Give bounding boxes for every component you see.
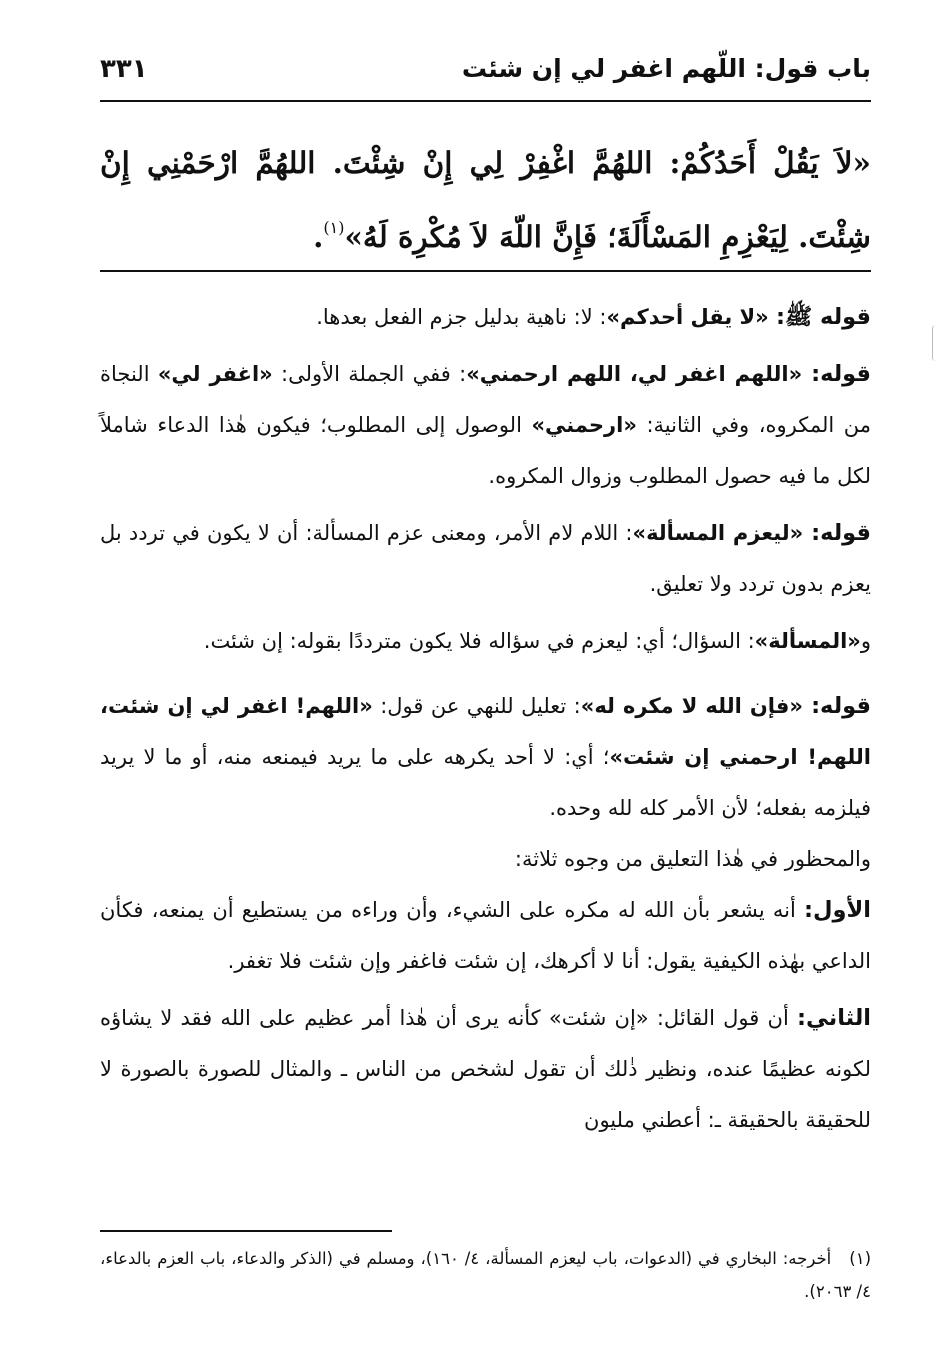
paragraph-text: والمحظور في هٰذا التعليق من وجوه ثلاثة: <box>514 847 871 871</box>
paragraph-prefix: و <box>860 629 871 653</box>
commentary <box>100 292 871 1146</box>
quoted-phrase: «اللهم اغفر لي، اللهم ارحمني» <box>466 362 812 386</box>
paragraph-text: : اللام لام الأمر، ومعنى عزم المسألة: أن لا يكون في تردد بل يعزم بدون تردد ولا تعليق. <box>100 521 871 596</box>
paragraph-text: أنه يشعر بأن الله له مكره على الشيء، وأن وراءه من يستطيع أن يمنعه، فكأن الداعي بهٰذه الكيفية يقول: أنا لا أكرهك، إن شئت فاغفر وإن شئت فلا تغفر. <box>100 898 871 973</box>
paragraph-lead: قوله: <box>811 520 872 546</box>
commentary-paragraph-1 <box>100 292 871 343</box>
paragraph-lead: قوله: <box>811 693 871 719</box>
hadith-text <box>100 126 871 274</box>
commentary-paragraph-7 <box>100 885 871 987</box>
margin-scan-mark <box>932 325 939 361</box>
quoted-phrase: «فإن الله لا مكره له» <box>580 694 812 718</box>
paragraph-text: : تعليل للنهي عن قول: <box>372 694 581 718</box>
paragraph-text: كأنه يرى أن هٰذا أمر عظيم على الله فقد لا يشاؤه لكونه عظيمًا عنده، ونظير ذٰلك أن تقول لشخص من الناس ـ والمثال للصورة بالصورة لا للحقيقة بالحقيقة ـ: أعطني مليون <box>100 1006 871 1132</box>
commentary-paragraph-2 <box>100 349 871 502</box>
footnote-ref: (١) <box>323 218 345 237</box>
quoted-phrase: «المسألة» <box>754 629 861 653</box>
footnote-divider <box>100 1230 392 1232</box>
hadith-end: . <box>313 219 324 254</box>
paragraph-text: النجاة من المكروه، وفي الثانية: <box>100 362 871 437</box>
paragraph-lead: قوله ﷺ: <box>776 304 871 330</box>
commentary-paragraph-5 <box>100 681 871 834</box>
quoted-phrase: «إن شئت» <box>548 1006 649 1030</box>
chapter-title: باب قول: اللّهم اغفر لي إن شئت <box>461 54 871 83</box>
footnote-text: أخرجه: البخاري في (الدعوات، باب ليعزم المسألة، ٤/ ١٦٠)، ومسلم في (الذكر والدعاء، باب العزم بالدعاء، ٤/ ٢٠٦٣). <box>100 1249 871 1301</box>
quoted-phrase: «ارحمني» <box>531 413 637 437</box>
quoted-phrase: «اللهم! اغفر لي إن شئت، اللهم! ارحمني إن شئت» <box>100 694 871 769</box>
paragraph-lead: قوله: <box>811 361 872 387</box>
paragraph-text: : لا: ناهية بدليل جزم الفعل بعدها. <box>316 305 607 329</box>
footnote-marker: (١) <box>849 1249 871 1268</box>
paragraph-lead: الأول: <box>804 897 871 923</box>
paragraph-text: أن قول القائل: <box>648 1006 797 1030</box>
quoted-phrase: «لا يقل أحدكم» <box>606 305 777 329</box>
footnote <box>100 1242 871 1308</box>
paragraph-text: : ففي الجملة الأولى: <box>272 362 467 386</box>
paragraph-text: الوصول إلى المطلوب؛ فيكون هٰذا الدعاء شاملاً لكل ما فيه حصول المطلوب وزوال المكروه. <box>100 413 871 488</box>
page-header <box>100 54 871 84</box>
page-number: ٣٣١ <box>100 54 148 84</box>
commentary-paragraph-6 <box>100 834 871 885</box>
paragraph-text: ؛ أي: لا أحد يكرهه على ما يريد فيمنعه منه، أو ما لا يريد فيلزمه بفعله؛ لأن الأمر كله لله وحده. <box>100 745 871 820</box>
commentary-paragraph-8 <box>100 993 871 1146</box>
quoted-phrase: «ليعزم المسألة» <box>632 521 812 545</box>
header-divider <box>100 100 871 102</box>
hadith-divider <box>100 270 871 272</box>
paragraph-lead: الثاني: <box>797 1005 872 1031</box>
paragraph-text: : السؤال؛ أي: ليعزم في سؤاله فلا يكون مترددًا بقوله: إن شئت. <box>203 629 755 653</box>
commentary-paragraph-4 <box>100 616 871 667</box>
hadith-body: «لاَ يَقُلْ أَحَدُكُمْ: اللهُمَّ اغْفِرْ لِي إِنْ شِئْتَ. اللهُمَّ ارْحَمْنِي إِنْ شِئْتَ. لِيَعْزِمِ المَسْأَلَةَ؛ فَإِنَّ اللّهَ لاَ مُكْرِهَ لَهُ» <box>100 145 871 254</box>
commentary-paragraph-3 <box>100 508 871 610</box>
quoted-phrase: «اغفر لي» <box>157 362 273 386</box>
